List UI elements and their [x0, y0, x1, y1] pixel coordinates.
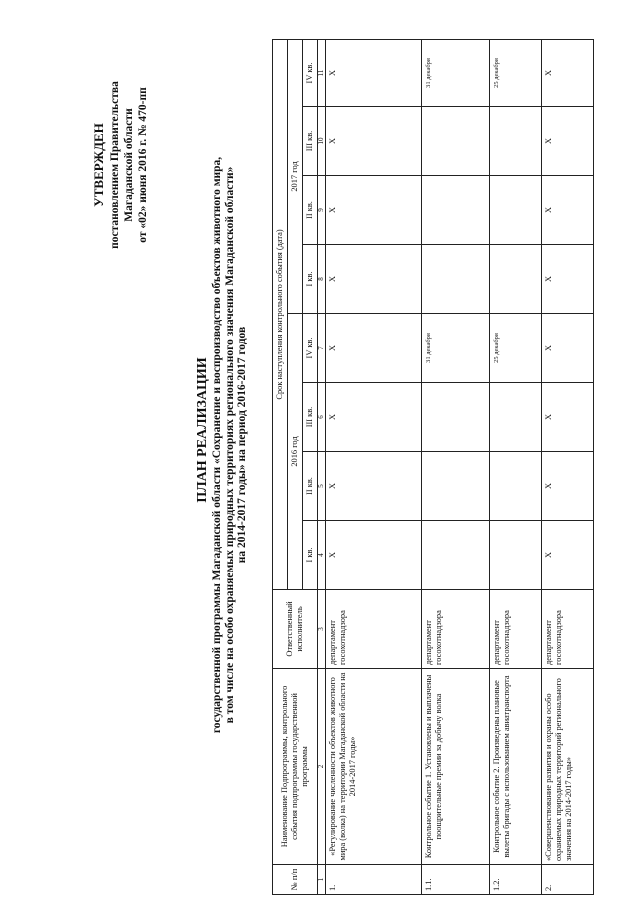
column-number: 8 [318, 245, 326, 314]
approval-line: от «02» июня 2016 г. № 470-пп [137, 87, 149, 243]
row-name: Контрольное событие 1. Установлены и выплачены поощрительные премии за добычу волка [422, 669, 490, 865]
header-name: Наименование Подпрограммы, контрольного события подпрограммы государственной программы [273, 669, 318, 865]
plan-subtitle-line: в том числе на особо охраняемых природных территориях регионального значения Магаданской области» [223, 166, 236, 724]
header-quarter: III кв. [303, 107, 318, 176]
row-cell: X [326, 39, 422, 106]
row-name: «Регулирование численности объектов животного мира (волка) на территории Магаданской области на 2014-2017 годы» [326, 669, 422, 865]
header-term: Срок наступления контрольного события (дата) [273, 39, 288, 589]
column-number: 2 [318, 669, 326, 865]
column-number: 6 [318, 383, 326, 452]
plan-subtitle [211, 95, 249, 795]
header-quarter: IV кв. [303, 39, 318, 106]
header-quarter: II кв. [303, 176, 318, 245]
row-cell [490, 245, 542, 314]
row-cell [490, 452, 542, 521]
header-quarter: III кв. [303, 383, 318, 452]
row-cell [490, 521, 542, 590]
table-row [490, 39, 542, 894]
row-cell: 31 декабря [422, 39, 490, 106]
approval-stamp [92, 15, 150, 315]
row-cell: X [542, 107, 594, 176]
row-cell: X [326, 383, 422, 452]
table-row [422, 39, 490, 894]
row-cell [490, 176, 542, 245]
approval-line: Магаданской области [123, 108, 135, 222]
header-num: № п/п [273, 865, 318, 895]
header-quarter: I кв. [303, 521, 318, 590]
row-cell: 25 декабря [490, 314, 542, 383]
header-year-2016: 2016 год [288, 314, 303, 590]
row-cell [490, 383, 542, 452]
header-quarter: II кв. [303, 452, 318, 521]
row-cell: X [326, 107, 422, 176]
row-cell: X [326, 452, 422, 521]
column-number: 5 [318, 452, 326, 521]
row-cell: X [542, 383, 594, 452]
row-cell: X [326, 176, 422, 245]
row-cell [422, 521, 490, 590]
row-cell: X [542, 39, 594, 106]
plan-subtitle-line: на 2014-2017 годы» на период 2016-2017 годов [236, 326, 248, 564]
plan-table [272, 39, 594, 895]
row-cell: X [326, 521, 422, 590]
plan-subtitle-line: государственной программы Магаданской области «Сохранение и воспроизводство объектов животного мира, [211, 156, 223, 734]
row-cell: X [542, 314, 594, 383]
row-cell: X [542, 245, 594, 314]
approval-title: УТВЕРЖДЕН [91, 123, 106, 207]
row-cell: X [542, 452, 594, 521]
column-number-row [318, 39, 326, 894]
approval-line: постановлением Правительства [109, 81, 121, 249]
row-name: Контрольное событие 2. Произведены плановые вылеты бригады с использованием авиатранспорта [490, 669, 542, 865]
row-name: «Совершенствование развития и охраны особо охраняемых природных территорий регионального значения на 2014-2017 годы» [542, 669, 594, 865]
column-number: 4 [318, 521, 326, 590]
row-cell [490, 107, 542, 176]
column-number: 7 [318, 314, 326, 383]
row-num: 1.1. [422, 865, 490, 895]
row-cell [422, 245, 490, 314]
row-cell [422, 383, 490, 452]
column-number: 9 [318, 176, 326, 245]
row-executor: департамент госохотнадзора [422, 590, 490, 669]
header-quarter: IV кв. [303, 314, 318, 383]
row-cell: X [542, 521, 594, 590]
row-num: 1.2. [490, 865, 542, 895]
column-number: 11 [318, 39, 326, 106]
row-cell [422, 107, 490, 176]
header-year-2017: 2017 год [288, 39, 303, 313]
table-row [326, 39, 422, 894]
plan-title: ПЛАН РЕАЛИЗАЦИИ [195, 357, 210, 503]
row-cell [422, 176, 490, 245]
table-row [542, 39, 594, 894]
header-executor: Ответственный исполнитель [273, 590, 318, 669]
column-number: 3 [318, 590, 326, 669]
column-number: 1 [318, 865, 326, 895]
column-number: 10 [318, 107, 326, 176]
header-quarter: I кв. [303, 245, 318, 314]
row-cell: X [326, 245, 422, 314]
row-cell [422, 452, 490, 521]
row-num: 1. [326, 865, 422, 895]
row-cell: X [542, 176, 594, 245]
row-executor: департамент госохотнадзора [326, 590, 422, 669]
row-executor: департамент госохотнадзора [490, 590, 542, 669]
row-cell: X [326, 314, 422, 383]
row-executor: департамент госохотнадзора [542, 590, 594, 669]
row-cell: 25 декабря [490, 39, 542, 106]
row-cell: 31 декабря [422, 314, 490, 383]
row-num: 2. [542, 865, 594, 895]
header-row [273, 39, 288, 894]
